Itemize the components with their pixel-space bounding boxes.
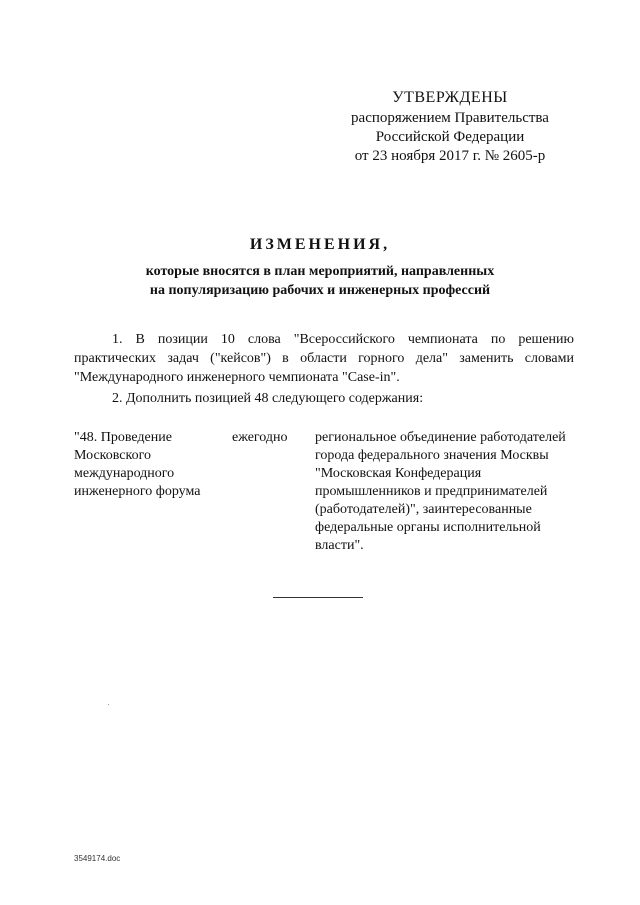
- approval-line-3: от 23 ноября 2017 г. № 2605-р: [354, 148, 546, 164]
- approval-line-1: распоряжением Правительства: [351, 110, 549, 126]
- approval-stamp: [330, 88, 570, 166]
- footer-file-name: 3549174.doc: [74, 854, 121, 863]
- new-position-event: "48. Проведение Московского международного инженерного форума: [74, 430, 201, 499]
- new-position-period: ежегодно: [232, 430, 288, 445]
- subtitle-line-1: которые вносятся в план мероприятий, направленных: [145, 264, 495, 279]
- subtitle-line-2: на популяризацию рабочих и инженерных профессий: [149, 283, 491, 298]
- end-divider: [273, 597, 363, 598]
- document-subtitle: [60, 262, 580, 300]
- scan-speck: [108, 704, 109, 705]
- new-position-responsible: региональное объединение работодателей города федерального значения Москвы "Московская Конфедерация промышленников и предпринимателей (работодателей)", заинтересованные федеральные органы исполнительной власти".: [315, 430, 566, 553]
- paragraph-1: [74, 330, 574, 387]
- paragraph-2: 2. Дополнить позицией 48 следующего содержания:: [112, 391, 424, 406]
- approval-heading: УТВЕРЖДЕНЫ: [392, 89, 508, 106]
- paragraph-1-text: 1. В позиции 10 слова "Всероссийского чемпионата по решению практических задач ("кейсов") в области горного дела" заменить словами "Международного инженерного чемпионата "Case-in".: [74, 332, 574, 385]
- approval-line-2: Российской Федерации: [375, 129, 525, 145]
- document-title: ИЗМЕНЕНИЯ,: [249, 236, 391, 253]
